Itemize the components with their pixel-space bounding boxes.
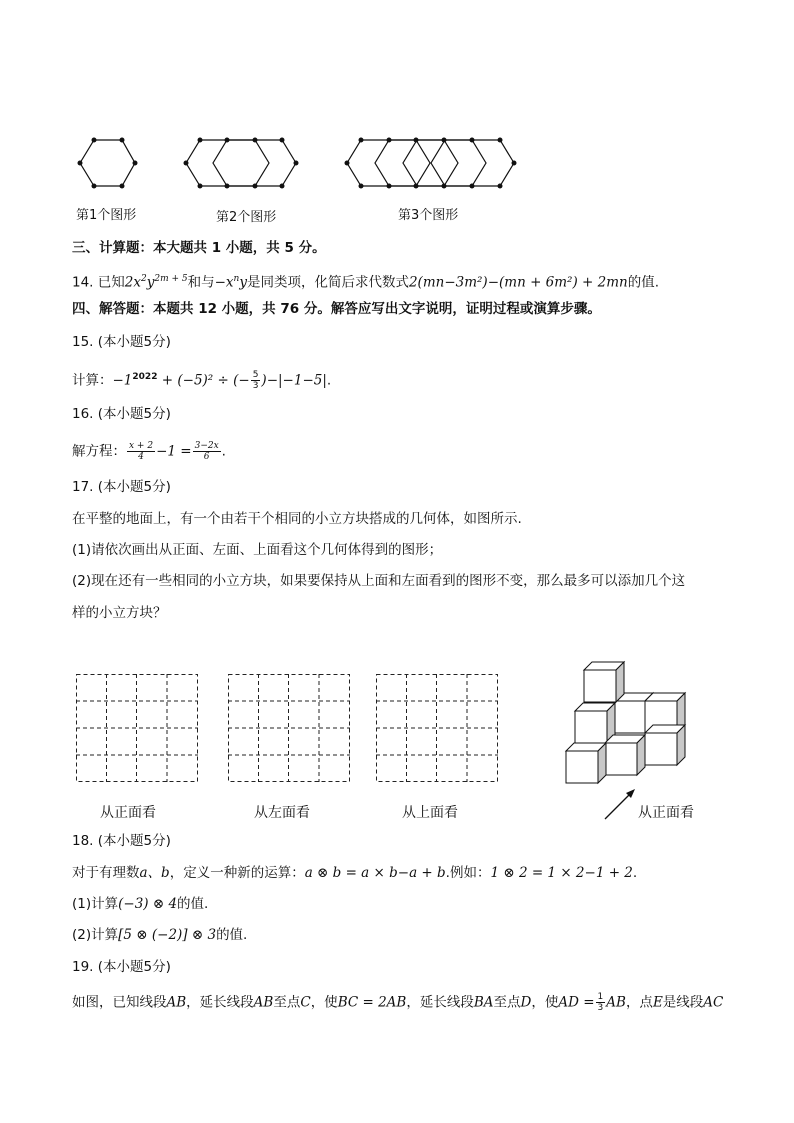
section-4-heading: 四、解答题：本题共 12 小题，共 76 分。解答应写出文字说明，证明过程或演算步骤。 (72, 301, 601, 317)
question-19-line-1: 如图，已知线段AB，延长线段AB至点C，使BC = 2AB，延长线段BA至点D，使AD = $\frac{1}{3}$ AB，点E是线段AC (72, 992, 724, 1013)
cube-solid-figure (560, 660, 700, 790)
question-18-title: 18. (本小题5分) (72, 833, 171, 849)
figure-3-caption: 第3个图形 (398, 208, 459, 223)
front-view-grid (76, 674, 198, 782)
left-view-grid (228, 674, 350, 782)
question-17-line-2: (1)请依次画出从正面、左面、上面看这个几何体得到的图形； (72, 542, 443, 558)
question-15-body: 计算：$-1^{2022} + (-5)^2$ ÷ (− $\frac{5}{3}$ )−|−1−5|. (72, 370, 332, 391)
front-view-caption: 从正面看 (100, 805, 156, 821)
question-16-title: 16. (本小题5分) (72, 406, 171, 422)
fraction: $\frac{5}{3}$ (252, 370, 259, 391)
question-17-title: 17. (本小题5分) (72, 479, 171, 495)
question-16-body: 解方程： $\frac{x + 2}{4}$ −1 = $\frac{3-2x}{6}$ . (72, 441, 226, 462)
fraction: $\frac{x + 2}{4}$ (129, 441, 154, 462)
question-18-line-2: (1)计算(−3) ⊗ 4的值. (72, 896, 209, 912)
section-3-heading: 三、计算题：本大题共 1 小题，共 5 分。 (72, 240, 326, 256)
figure-2-caption: 第2个图形 (216, 210, 277, 225)
top-view-caption: 从上面看 (402, 805, 458, 821)
question-17-line-3: (2)现在还有一些相同的小立方块，如果要保持从上面和左面看到的图形不变，那么最多可以添加几个这 (72, 573, 686, 589)
hexagon-figure-3 (0, 0, 794, 200)
top-view-grid (376, 674, 498, 782)
fraction: $\frac{1}{3}$ (597, 992, 604, 1013)
question-18-line-1: 对于有理数a、b，定义一种新的运算：a ⊗ b = a × b−a + b.例如：1 ⊗ 2 = 1 × 2−1 + 2. (72, 865, 638, 881)
left-view-caption: 从左面看 (254, 805, 310, 821)
question-18-line-3: (2)计算[5 ⊗ (−2)] ⊗ 3的值. (72, 927, 248, 943)
question-15-title: 15. (本小题5分) (72, 334, 171, 350)
question-17-line-1: 在平整的地面上，有一个由若干个相同的小立方块搭成的几何体，如图所示. (72, 511, 522, 527)
view-direction-arrow-icon (602, 784, 642, 824)
question-17-line-4: 样的小立方块？ (72, 605, 167, 621)
figure-1-caption: 第1个图形 (76, 208, 137, 223)
question-19-title: 19. (本小题5分) (72, 959, 171, 975)
solid-view-caption: 从正面看 (638, 805, 694, 821)
question-14: 14. 已知$2x^2y^{2m + 5}$和与$-x^ny$是同类项，化简后求代数式2(mn−3m²)−(mn + 6m²) + 2mn的值. (72, 274, 660, 291)
fraction: $\frac{3-2x}{6}$ (194, 441, 219, 462)
